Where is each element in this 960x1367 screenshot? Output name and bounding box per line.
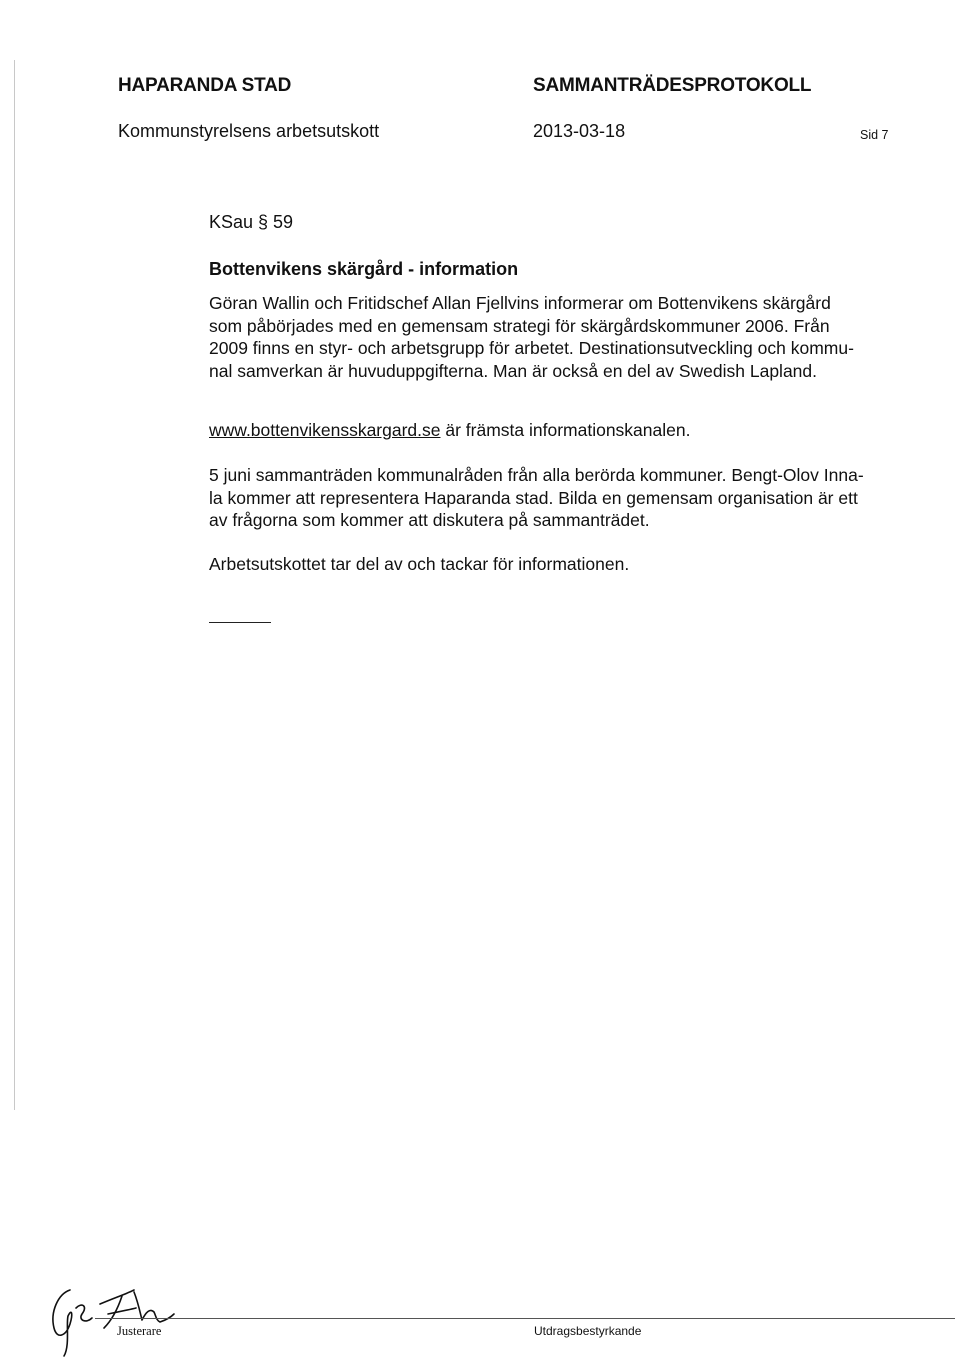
handwritten-signature	[42, 1268, 192, 1358]
meeting-date: 2013-03-18	[533, 121, 626, 141]
paragraph-line: la kommer att representera Haparanda stad. Bilda en gemensam organisation är ett	[209, 487, 858, 508]
section-number: KSau § 59	[209, 212, 294, 232]
paragraph-line: som påbörjades med en gemensam strategi för skärgårdskommuner 2006. Från	[209, 315, 830, 336]
section-title: Bottenvikens skärgård - information	[209, 259, 519, 279]
paragraph-line: nal samverkan är huvuduppgifterna. Man är också en del av Swedish Lapland.	[209, 360, 818, 381]
paragraph-line: 5 juni sammanträden kommunalråden från alla berörda kommuner. Bengt-Olov Inna-	[209, 465, 864, 485]
paragraph-conclusion	[209, 553, 949, 576]
website-suffix: är främsta informationskanalen.	[440, 420, 691, 440]
paragraph-line: av frågorna som kommer att diskutera på sammanträdet.	[209, 510, 650, 530]
signer-label: Justerare	[117, 1324, 162, 1338]
organization-name: HAPARANDA STAD	[118, 75, 292, 96]
paragraph-website	[209, 419, 949, 442]
website-link[interactable]: www.bottenvikensskargard.se	[209, 420, 441, 440]
section-end-rule	[209, 622, 271, 623]
document-type: SAMMANTRÄDESPROTOKOLL	[533, 75, 812, 96]
conclusion-line: Arbetsutskottet tar del av och tackar för informationen.	[209, 554, 630, 574]
paragraph-line: 2009 finns en styr- och arbetsgrupp för arbetet. Destinationsutveckling och kommu-	[209, 338, 854, 358]
scan-edge-line	[14, 60, 15, 1110]
page-number: Sid 7	[860, 128, 889, 142]
paragraph-information	[209, 292, 949, 382]
footer-rule	[95, 1318, 955, 1319]
committee-name: Kommunstyrelsens arbetsutskott	[118, 121, 380, 141]
paragraph-meeting	[209, 464, 949, 532]
certification-label: Utdragsbestyrkande	[534, 1324, 642, 1338]
paragraph-line: Göran Wallin och Fritidschef Allan Fjellvins informerar om Bottenvikens skärgård	[209, 293, 831, 313]
